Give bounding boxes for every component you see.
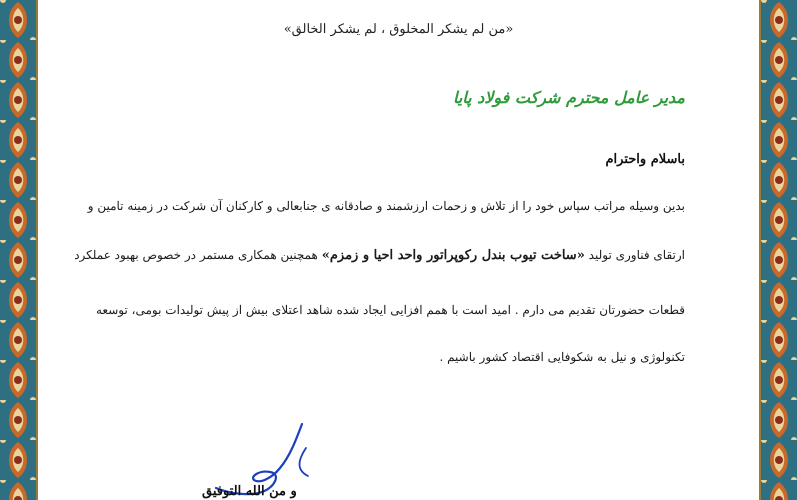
ornament-pattern-left [0,0,36,500]
body-line-3: قطعات حضورتان تقدیم می دارم . امید است با همم افزایی ایجاد شده شاهد اعتلای بیش از پیش تولیدات بومی، توسعه [95,303,685,317]
decorative-border-right [761,0,797,500]
body-line-2 [74,248,685,263]
closing-line: و من الله التوفیق [202,484,297,499]
header-quote: «من لم یشکر المخلوق ، لم یشکر الخالق» [283,22,514,37]
body-line-1: بدین وسیله مراتب سپاس خود را از تلاش و زحمات ارزشمند و صادقانه ی جنابعالی و کارکنان آن شرکت در زمینه تامین و [87,199,685,213]
border-rule-right [759,0,761,500]
body-text-segment: همچنین همکاری مستمر در خصوص بهبود عملکرد [74,248,318,262]
recipient-title: مدیر عامل محترم شرکت فولاد پایا [452,88,685,107]
ornament-pattern-right [761,0,797,500]
salutation: باسلام واحترام [605,152,685,167]
project-name: «ساخت تیوب بندل رکوپراتور واحد احیا و زمزم» [321,248,585,263]
body-line-4: تکنولوژی و نیل به شکوفایی اقتصاد کشور باشیم . [439,350,685,364]
decorative-border-left [0,0,36,500]
body-text-segment: ارتقای فناوری تولید [588,248,685,262]
